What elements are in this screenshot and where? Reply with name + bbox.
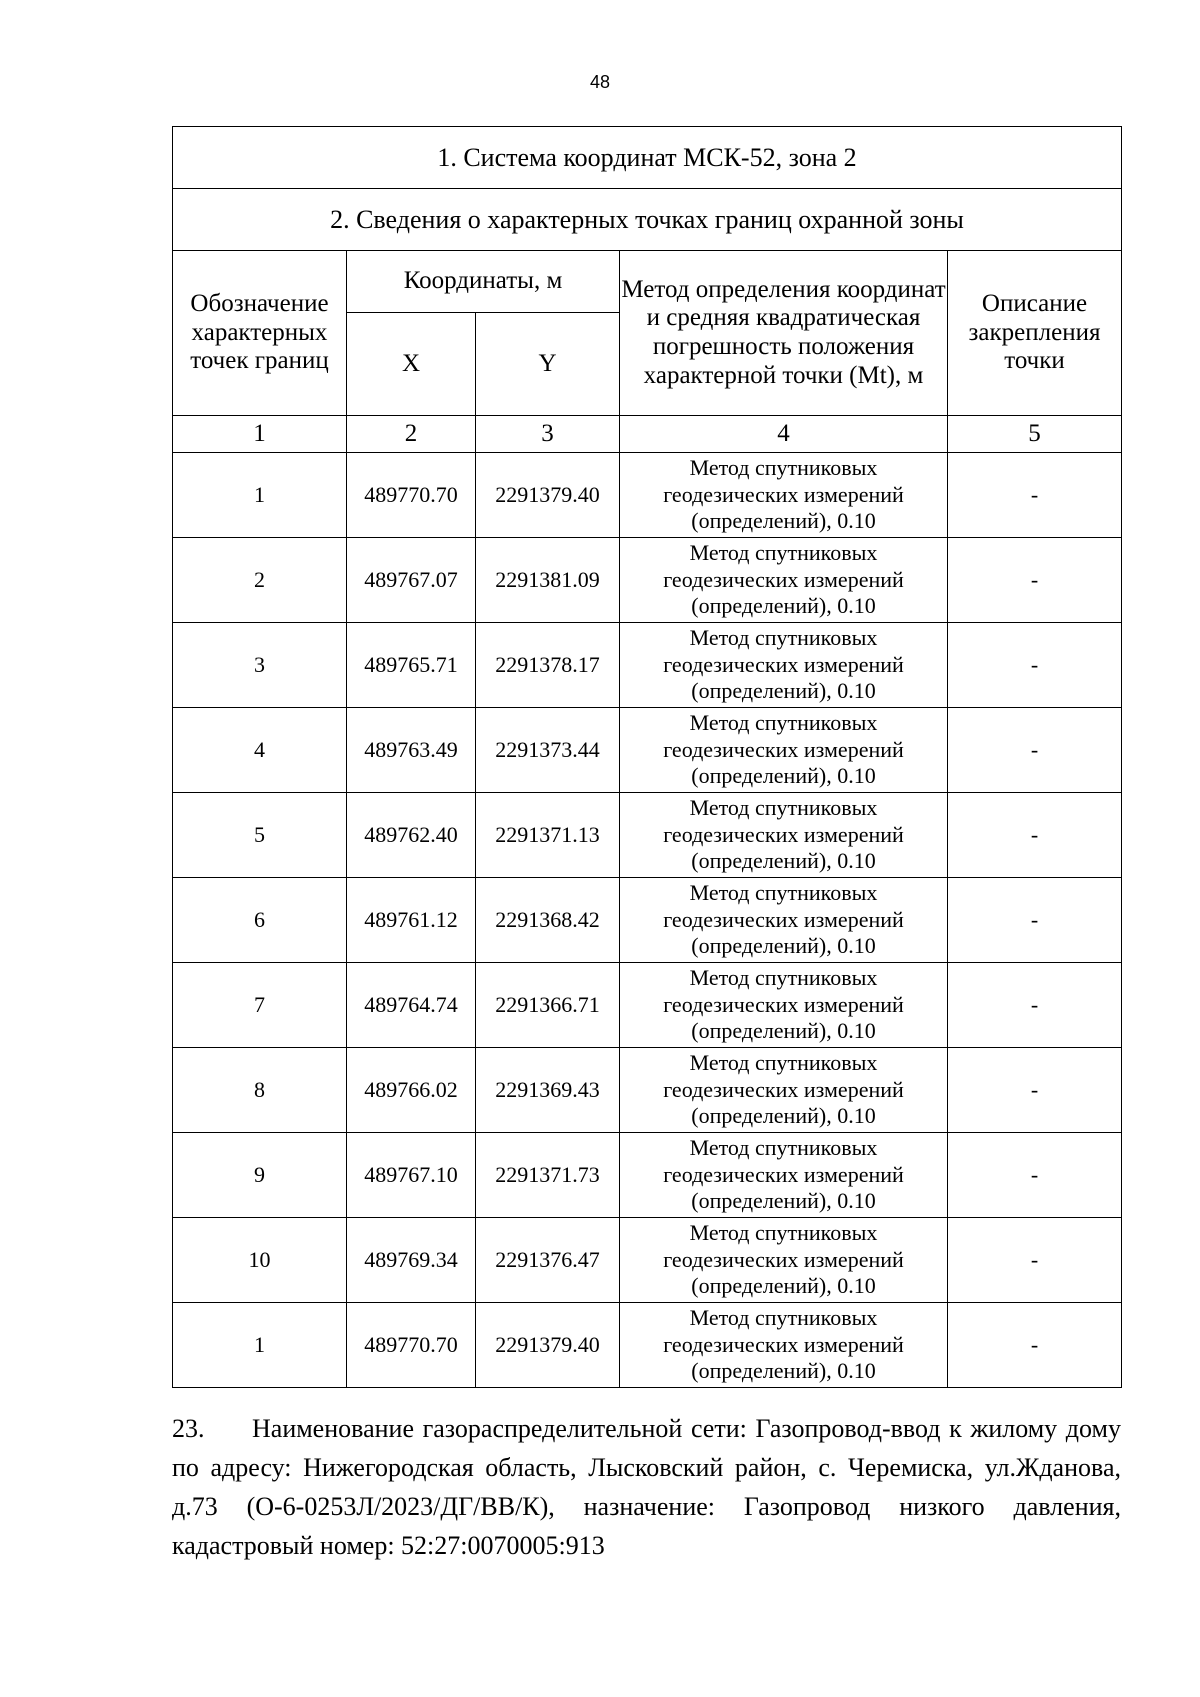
- point-cell: 7: [173, 963, 347, 1048]
- column-number: 5: [948, 416, 1122, 453]
- y-cell: 2291369.43: [476, 1048, 620, 1133]
- y-cell: 2291379.40: [476, 1303, 620, 1388]
- header-method: Метод определения координат и средняя квадратическая погрешность положения характерной точки (Mt), м: [620, 251, 948, 416]
- description-cell: -: [948, 538, 1122, 623]
- table-row: [173, 708, 1122, 793]
- y-cell: 2291381.09: [476, 538, 620, 623]
- x-cell: 489764.74: [347, 963, 476, 1048]
- point-cell: 5: [173, 793, 347, 878]
- paragraph-text: Наименование газораспределительной сети: Газопровод-ввод к жилому дому по адресу: Нижегородская область, Лысковский район, с. Черемиска, ул.Жданова, д.73 (О-6-0253Л/2023/ДГ/ВВ/К), назначение: Газопровод низкого давления, кадастровый номер: 52:27:0070005:913: [172, 1414, 1121, 1560]
- table-row: [173, 623, 1122, 708]
- description-cell: -: [948, 623, 1122, 708]
- header-designation: Обозначение характерных точек границ: [173, 251, 347, 416]
- x-cell: 489766.02: [347, 1048, 476, 1133]
- x-cell: 489770.70: [347, 1303, 476, 1388]
- table-row: [173, 453, 1122, 538]
- table-row: [173, 793, 1122, 878]
- column-number: 1: [173, 416, 347, 453]
- y-cell: 2291371.73: [476, 1133, 620, 1218]
- header-x: X: [347, 313, 476, 416]
- method-cell: Метод спутниковых геодезических измерений (определений), 0.10: [620, 453, 948, 538]
- method-cell: Метод спутниковых геодезических измерений (определений), 0.10: [620, 538, 948, 623]
- method-cell: Метод спутниковых геодезических измерений (определений), 0.10: [620, 708, 948, 793]
- x-cell: 489765.71: [347, 623, 476, 708]
- description-cell: -: [948, 878, 1122, 963]
- table-row: [173, 1218, 1122, 1303]
- y-cell: 2291378.17: [476, 623, 620, 708]
- paragraph-23: [172, 1409, 1121, 1565]
- description-cell: -: [948, 793, 1122, 878]
- method-cell: Метод спутниковых геодезических измерений (определений), 0.10: [620, 1218, 948, 1303]
- section-title: 2. Сведения о характерных точках границ охранной зоны: [173, 189, 1122, 251]
- table-row: [173, 1048, 1122, 1133]
- page-number: 48: [589, 72, 611, 92]
- y-cell: 2291376.47: [476, 1218, 620, 1303]
- method-cell: Метод спутниковых геодезических измерений (определений), 0.10: [620, 1133, 948, 1218]
- table-row: [173, 963, 1122, 1048]
- point-cell: 4: [173, 708, 347, 793]
- method-cell: Метод спутниковых геодезических измерений (определений), 0.10: [620, 963, 948, 1048]
- description-cell: -: [948, 1218, 1122, 1303]
- table-row: [173, 1133, 1122, 1218]
- point-cell: 2: [173, 538, 347, 623]
- point-cell: 8: [173, 1048, 347, 1133]
- x-cell: 489763.49: [347, 708, 476, 793]
- method-cell: Метод спутниковых геодезических измерений (определений), 0.10: [620, 1303, 948, 1388]
- x-cell: 489770.70: [347, 453, 476, 538]
- x-cell: 489767.07: [347, 538, 476, 623]
- description-cell: -: [948, 1133, 1122, 1218]
- header-description: Описание закрепления точки: [948, 251, 1122, 416]
- column-numbers-row: [173, 416, 1122, 453]
- coordinates-table: [172, 126, 1122, 1388]
- point-cell: 10: [173, 1218, 347, 1303]
- x-cell: 489767.10: [347, 1133, 476, 1218]
- point-cell: 3: [173, 623, 347, 708]
- x-cell: 489761.12: [347, 878, 476, 963]
- y-cell: 2291368.42: [476, 878, 620, 963]
- y-cell: 2291366.71: [476, 963, 620, 1048]
- coordinate-system-title: 1. Система координат МСК-52, зона 2: [173, 127, 1122, 189]
- paragraph-number: 23.: [172, 1414, 205, 1443]
- y-cell: 2291371.13: [476, 793, 620, 878]
- point-cell: 9: [173, 1133, 347, 1218]
- method-cell: Метод спутниковых геодезических измерений (определений), 0.10: [620, 793, 948, 878]
- y-cell: 2291373.44: [476, 708, 620, 793]
- description-cell: -: [948, 453, 1122, 538]
- point-cell: 1: [173, 453, 347, 538]
- header-y: Y: [476, 313, 620, 416]
- column-number: 4: [620, 416, 948, 453]
- column-number: 2: [347, 416, 476, 453]
- header-coordinates: Координаты, м: [347, 251, 620, 313]
- method-cell: Метод спутниковых геодезических измерений (определений), 0.10: [620, 1048, 948, 1133]
- x-cell: 489769.34: [347, 1218, 476, 1303]
- description-cell: -: [948, 1303, 1122, 1388]
- method-cell: Метод спутниковых геодезических измерений (определений), 0.10: [620, 878, 948, 963]
- table-row: [173, 538, 1122, 623]
- column-number: 3: [476, 416, 620, 453]
- point-cell: 1: [173, 1303, 347, 1388]
- point-cell: 6: [173, 878, 347, 963]
- y-cell: 2291379.40: [476, 453, 620, 538]
- table-row: [173, 878, 1122, 963]
- table-row: [173, 1303, 1122, 1388]
- method-cell: Метод спутниковых геодезических измерений (определений), 0.10: [620, 623, 948, 708]
- description-cell: -: [948, 708, 1122, 793]
- description-cell: -: [948, 1048, 1122, 1133]
- x-cell: 489762.40: [347, 793, 476, 878]
- description-cell: -: [948, 963, 1122, 1048]
